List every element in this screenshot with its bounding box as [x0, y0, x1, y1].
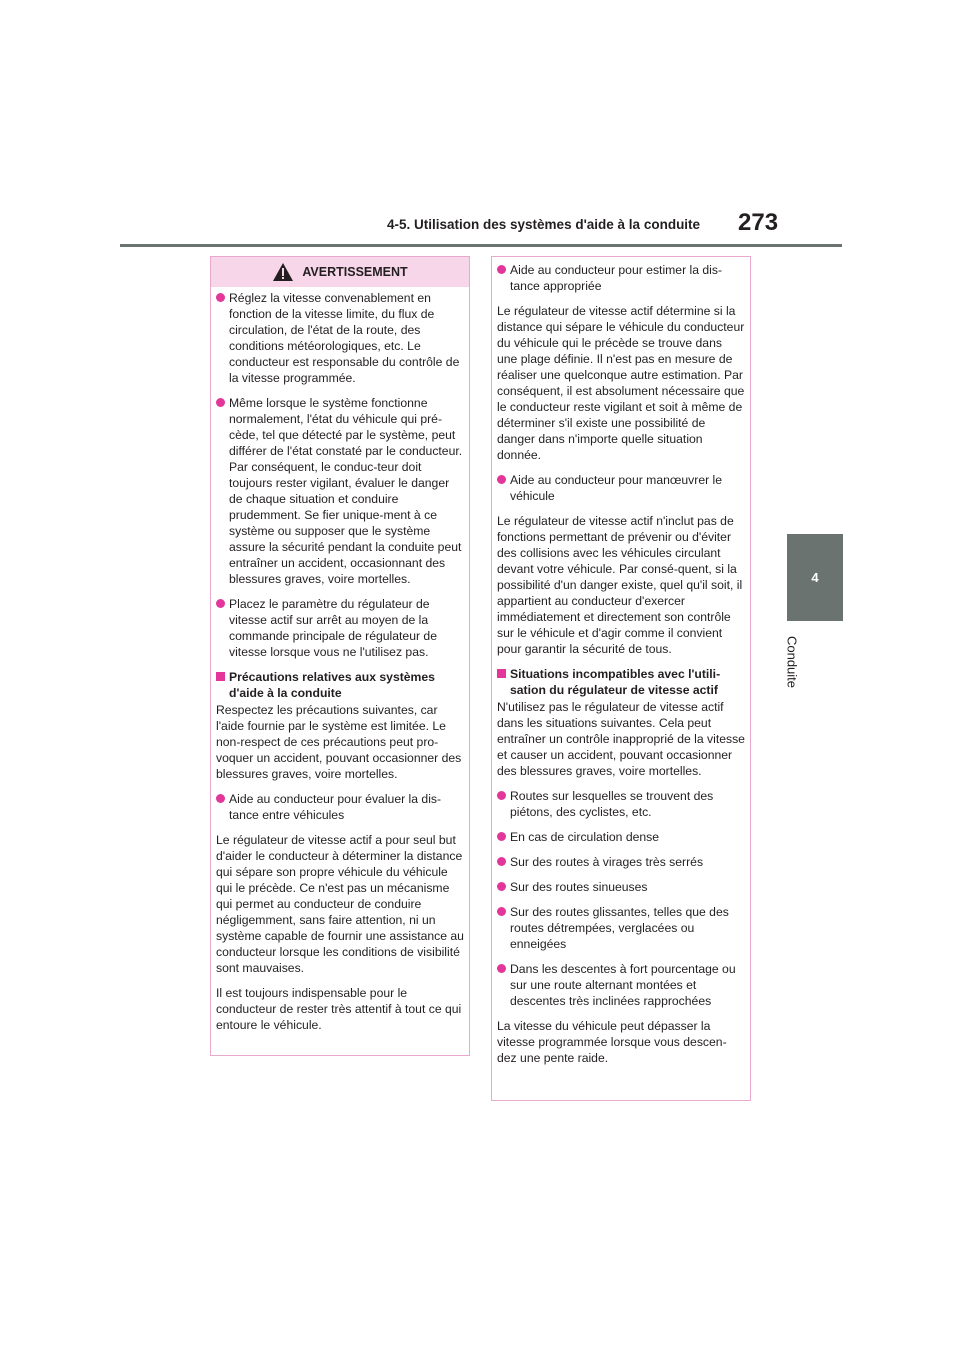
bullet-maneuver: Aide au conducteur pour manœuvrer le véhicule	[497, 472, 745, 504]
warning-item: Réglez la vitesse convenablement en fonction de la vitesse limite, du flux de circulation, de l'état de la route, des conditions météorologiques, etc. Le conducteur est responsable du contrôle de la vitesse programmée.	[216, 290, 464, 386]
warning-heading: AVERTISSEMENT	[302, 265, 408, 279]
chapter-number: 4	[811, 570, 819, 585]
situation-item: Routes sur lesquelles se trouvent des piétons, des cyclistes, etc.	[497, 788, 745, 820]
page-header-title: 4-5. Utilisation des systèmes d'aide à la conduite	[387, 217, 701, 232]
warning-item: Même lorsque le système fonctionne normalement, l'état du véhicule qui pré-cède, tel que détecté par le système, peut différer de l'état constaté par le conducteur. Par conséquent, le conduc-teur doit toujours rester vigilant, évaluer le danger de chaque situation et conduire prudemment. Se fier unique-ment à ce système ou supposer que le système assure la sécurité pendant la conduite peut entraîner un accident, occasionnant des blessures graves, voire mortelles.	[216, 395, 464, 587]
situation-item: Dans les descentes à fort pourcentage ou sur une route alternant montées et descentes très inclinées rapprochées	[497, 961, 745, 1009]
chapter-tab	[787, 534, 843, 621]
paragraph: Le régulateur de vitesse actif détermine si la distance qui sépare le véhicule du conducteur du véhicule qui le précède se trouve dans une plage définie. Il n'est pas en mesure de réaliser une quelconque autre estimation. Par conséquent, il est absolument nécessaire que le conducteur reste vigilant et soit à même de déterminer s'il existe une possibilité de danger dans n'importe quelle situation donnée.	[497, 304, 745, 462]
situation-item: Sur des routes sinueuses	[497, 879, 745, 895]
paragraph: N'utilisez pas le régulateur de vitesse actif dans les situations suivantes. Cela peut entraîner un contrôle inapproprié de la vitesse et causer un accident, pouvant occasionner des blessures graves, voire mortelles.	[497, 700, 745, 778]
paragraph: Il est toujours indispensable pour le conducteur de rester très attentif à tout ce qui entoure le véhicule.	[216, 986, 462, 1032]
paragraph: Le régulateur de vitesse actif n'inclut pas de fonctions permettant de prévenir ou d'éviter des collisions avec les véhicules circulant devant votre véhicule. Par consé-quent, si la possibilité d'un danger existe, quel qu'il soit, il appartient au conducteur d'exercer immédiatement et directement son contrôle sur le véhicule et d'agir comme il convient pour garantir la sécurité de tous.	[497, 514, 743, 656]
warning-triangle-icon	[272, 262, 294, 282]
chapter-label	[772, 632, 812, 692]
paragraph: La vitesse du véhicule peut dépasser la vitesse programmée lorsque vous descen-dez une pente raide.	[497, 1019, 727, 1065]
paragraph: Le régulateur de vitesse actif a pour seul but d'aider le conducteur à déterminer la distance qui sépare son propre véhicule du véhicule qui le précède. Ce n'est pas un mécanisme qui permet au conducteur de conduire négligemment, sans faire attention, ni un système capable de fournir une assistance au conducteur lorsque les conditions de visibilité sont mauvaises.	[216, 833, 464, 975]
header-divider	[120, 244, 842, 247]
warning-header	[211, 257, 469, 287]
chapter-label-text: Conduite	[784, 635, 800, 689]
warning-content	[216, 290, 464, 1042]
bullet-estimate: Aide au conducteur pour estimer la dis-tance appropriée	[497, 262, 745, 294]
bullet-distance: Aide au conducteur pour évaluer la dis-tance entre véhicules	[216, 791, 464, 823]
warning-item: Placez le paramètre du régulateur de vitesse actif sur arrêt au moyen de la commande principale de régulateur de vitesse lorsque vous ne l'utilisez pas.	[216, 596, 464, 660]
section-heading-precautions: Précautions relatives aux systèmes d'aide à la conduite	[216, 669, 464, 701]
situation-item: Sur des routes glissantes, telles que des routes détrempées, verglacées ou enneigées	[497, 904, 745, 952]
situation-item: En cas de circulation dense	[497, 829, 745, 845]
section-heading-situations: Situations incompatibles avec l'utili-sation du régulateur de vitesse actif	[497, 666, 745, 698]
continued-warning-content	[497, 262, 745, 1075]
paragraph: Respectez les précautions suivantes, car l'aide fournie par le système est limitée. Le non-respect de ces précautions peut pro-voquer un accident, pouvant occasionner des blessures graves, voire mortelles.	[216, 703, 462, 781]
page-number: 273	[738, 209, 779, 236]
situation-item: Sur des routes à virages très serrés	[497, 854, 745, 870]
